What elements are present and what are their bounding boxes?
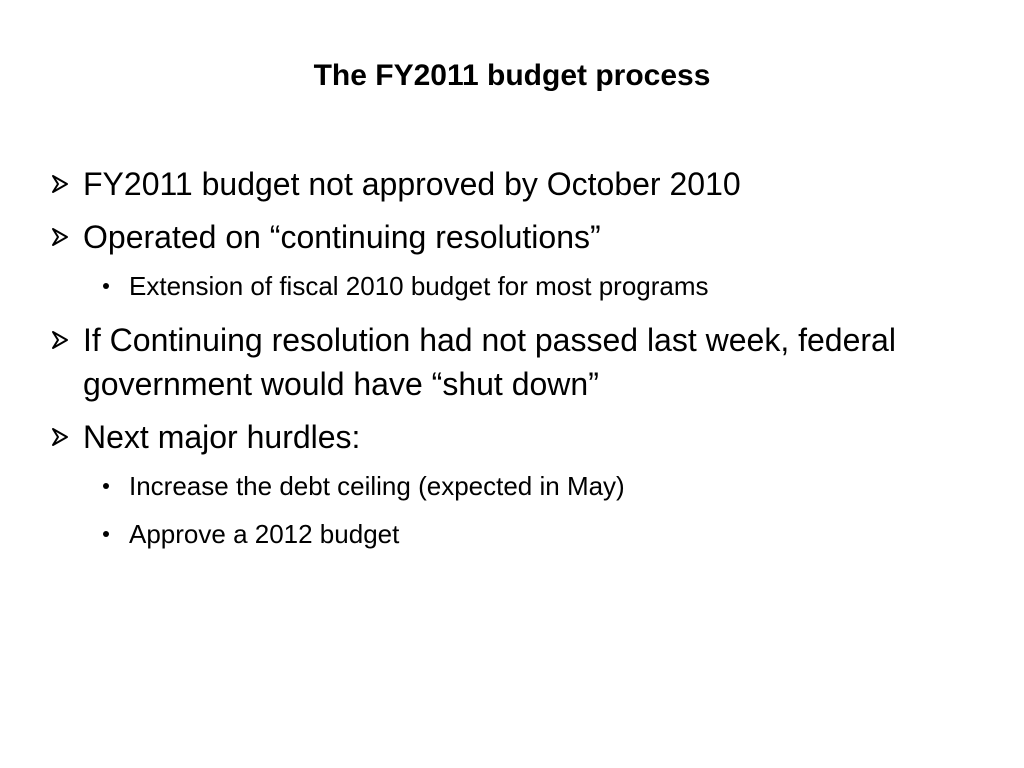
- bullet-item: [50, 215, 950, 259]
- dot-bullet-icon: [97, 268, 129, 304]
- arrow-bullet-icon: [50, 318, 83, 362]
- sub-bullet-text: Approve a 2012 budget: [129, 519, 400, 549]
- bullet-text: If Continuing resolution had not passed last week, federal government would have “shut down”: [83, 322, 896, 402]
- sub-bullet-item: [97, 516, 950, 552]
- dot-bullet-icon: [97, 516, 129, 552]
- bullet-item: [50, 318, 950, 406]
- bullet-list: [50, 162, 950, 564]
- arrow-bullet-icon: [50, 215, 83, 259]
- bullet-item: [50, 415, 950, 459]
- dot-bullet-icon: [97, 468, 129, 504]
- sub-bullet-item: [97, 268, 950, 304]
- bullet-text: Operated on “continuing resolutions”: [83, 219, 601, 255]
- arrow-bullet-icon: [50, 162, 83, 206]
- bullet-text: Next major hurdles:: [83, 419, 361, 455]
- bullet-item: [50, 162, 950, 206]
- sub-bullet-text: Extension of fiscal 2010 budget for most programs: [129, 271, 709, 301]
- arrow-bullet-icon: [50, 415, 83, 459]
- slide-title: The FY2011 budget process: [313, 59, 711, 92]
- sub-bullet-text: Increase the debt ceiling (expected in May): [129, 471, 625, 501]
- bullet-text: FY2011 budget not approved by October 2010: [83, 166, 741, 202]
- sub-bullet-item: [97, 468, 950, 504]
